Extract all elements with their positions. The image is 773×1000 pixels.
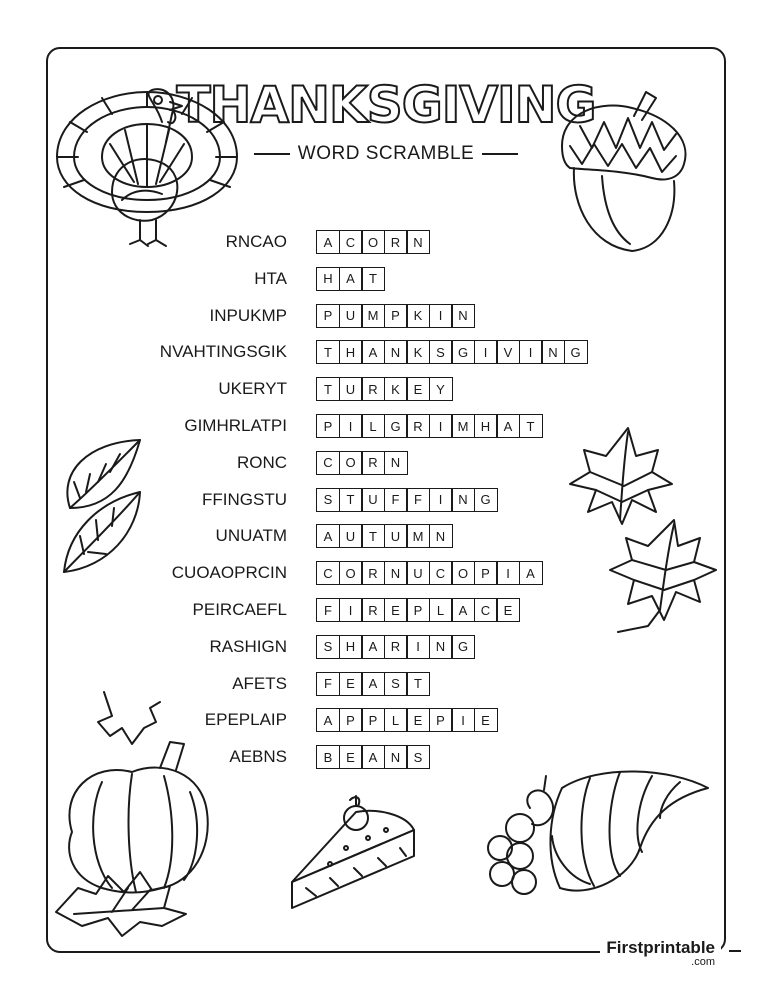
letter-box[interactable]: C — [429, 561, 453, 585]
letter-box[interactable]: I — [339, 598, 363, 622]
letter-box[interactable]: H — [339, 340, 363, 364]
footer-divider — [729, 950, 741, 952]
puzzle-row — [0, 449, 773, 477]
letter-box[interactable]: G — [384, 414, 408, 438]
letter-box[interactable]: F — [316, 672, 340, 696]
letter-box[interactable]: N — [384, 340, 408, 364]
letter-box[interactable]: O — [339, 561, 363, 585]
page-subtitle: WORD SCRAMBLE — [297, 143, 475, 164]
letter-box[interactable]: N — [429, 635, 453, 659]
letter-box[interactable]: N — [451, 488, 475, 512]
letter-box[interactable]: C — [339, 230, 363, 254]
brand-domain: .com — [691, 956, 715, 968]
letter-box[interactable]: I — [474, 340, 498, 364]
letter-box[interactable]: E — [496, 598, 520, 622]
answer-boxes[interactable] — [316, 598, 520, 622]
letter-box[interactable]: M — [451, 414, 475, 438]
letter-box[interactable]: O — [451, 561, 475, 585]
answer-boxes[interactable] — [316, 561, 543, 585]
brand-name: Firstprintable — [606, 938, 715, 957]
scrambled-word: CUOAOPRCIN — [171, 563, 287, 583]
scrambled-word: INPUKMP — [209, 305, 287, 325]
answer-boxes[interactable] — [316, 524, 453, 548]
answer-boxes[interactable] — [316, 267, 385, 291]
letter-box[interactable]: E — [406, 377, 430, 401]
letter-box[interactable]: I — [451, 708, 475, 732]
letter-box[interactable]: S — [429, 340, 453, 364]
scrambled-word: AFETS — [232, 673, 287, 693]
letter-box[interactable]: O — [361, 230, 385, 254]
letter-box[interactable]: A — [361, 672, 385, 696]
letter-box[interactable]: T — [316, 377, 340, 401]
puzzle-row — [0, 743, 773, 771]
letter-box[interactable]: F — [384, 488, 408, 512]
puzzle-row — [0, 228, 773, 256]
puzzle-row — [0, 486, 773, 514]
letter-box[interactable]: P — [361, 708, 385, 732]
answer-boxes[interactable] — [316, 745, 430, 769]
cornucopia-icon — [470, 758, 715, 918]
letter-box[interactable]: T — [339, 488, 363, 512]
letter-box[interactable]: H — [339, 635, 363, 659]
letter-box[interactable]: E — [384, 598, 408, 622]
letter-box[interactable]: E — [406, 708, 430, 732]
letter-box[interactable]: A — [316, 230, 340, 254]
scrambled-word: UKERYT — [218, 379, 287, 399]
letter-box[interactable]: A — [496, 414, 520, 438]
letter-box[interactable]: N — [429, 524, 453, 548]
letter-box[interactable]: G — [451, 635, 475, 659]
letter-box[interactable]: G — [451, 340, 475, 364]
letter-box[interactable]: S — [384, 672, 408, 696]
letter-box[interactable]: L — [429, 598, 453, 622]
letter-box[interactable]: R — [361, 377, 385, 401]
answer-boxes[interactable] — [316, 340, 588, 364]
letter-box[interactable]: C — [316, 451, 340, 475]
letter-box[interactable]: S — [316, 635, 340, 659]
letter-box[interactable]: P — [474, 561, 498, 585]
scrambled-word: UNUATM — [215, 526, 287, 546]
letter-box[interactable]: F — [316, 598, 340, 622]
letter-box[interactable]: N — [451, 304, 475, 328]
letter-box[interactable]: E — [474, 708, 498, 732]
answer-boxes[interactable] — [316, 414, 543, 438]
puzzle-row — [0, 302, 773, 330]
letter-box[interactable]: I — [429, 414, 453, 438]
letter-box[interactable]: M — [361, 304, 385, 328]
letter-box[interactable]: E — [339, 672, 363, 696]
letter-box[interactable]: U — [339, 377, 363, 401]
scrambled-word: PEIRCAEFL — [192, 600, 287, 619]
letter-box[interactable]: U — [339, 304, 363, 328]
letter-box[interactable]: L — [361, 414, 385, 438]
letter-box[interactable]: N — [406, 230, 430, 254]
answer-boxes[interactable] — [316, 488, 498, 512]
letter-box[interactable]: I — [339, 414, 363, 438]
subtitle-divider-right — [482, 153, 518, 155]
answer-boxes[interactable] — [316, 230, 430, 254]
letter-box[interactable]: R — [384, 230, 408, 254]
letter-box[interactable]: G — [564, 340, 588, 364]
letter-box[interactable]: U — [361, 488, 385, 512]
letter-box[interactable]: U — [406, 561, 430, 585]
puzzle-row — [0, 412, 773, 440]
letter-box[interactable]: Y — [429, 377, 453, 401]
letter-box[interactable]: P — [316, 414, 340, 438]
puzzle-row — [0, 706, 773, 734]
letter-box[interactable]: K — [406, 340, 430, 364]
letter-box[interactable]: I — [429, 488, 453, 512]
letter-box[interactable]: S — [316, 488, 340, 512]
letter-box[interactable]: I — [406, 635, 430, 659]
footer-brand — [600, 938, 721, 968]
letter-box[interactable]: R — [384, 635, 408, 659]
scrambled-word: EPEPLAIP — [204, 710, 287, 730]
letter-box[interactable]: L — [384, 708, 408, 732]
answer-boxes[interactable] — [316, 708, 498, 732]
letter-box[interactable]: F — [406, 488, 430, 512]
letter-box[interactable]: T — [361, 524, 385, 548]
letter-box[interactable]: R — [406, 414, 430, 438]
scrambled-word: GIMHRLATPI — [184, 416, 287, 435]
letter-box[interactable]: A — [339, 267, 363, 291]
answer-boxes[interactable] — [316, 304, 475, 328]
scrambled-word: FFINGSTU — [202, 489, 287, 509]
letter-box[interactable]: A — [519, 561, 543, 585]
subtitle-divider-left — [254, 153, 290, 155]
letter-box[interactable]: K — [384, 377, 408, 401]
letter-box[interactable]: A — [361, 635, 385, 659]
letter-box[interactable]: P — [316, 304, 340, 328]
letter-box[interactable]: T — [406, 672, 430, 696]
letter-box[interactable]: H — [316, 267, 340, 291]
letter-box[interactable]: P — [429, 708, 453, 732]
letter-box[interactable]: B — [316, 745, 340, 769]
letter-box[interactable]: N — [384, 561, 408, 585]
scrambled-word: RASHIGN — [209, 636, 287, 656]
puzzle-row — [0, 375, 773, 403]
letter-box[interactable]: P — [339, 708, 363, 732]
subtitle-row — [244, 140, 528, 168]
letter-box[interactable]: R — [361, 598, 385, 622]
scrambled-word: HTA — [254, 268, 287, 288]
page-title — [176, 74, 596, 134]
letter-box[interactable]: N — [384, 451, 408, 475]
letter-box[interactable]: V — [496, 340, 520, 364]
answer-boxes[interactable] — [316, 377, 453, 401]
letter-box[interactable]: I — [519, 340, 543, 364]
letter-box[interactable]: M — [406, 524, 430, 548]
letter-box[interactable]: U — [339, 524, 363, 548]
letter-box[interactable]: P — [384, 304, 408, 328]
letter-box[interactable]: C — [474, 598, 498, 622]
letter-box[interactable]: S — [406, 745, 430, 769]
answer-boxes[interactable] — [316, 451, 408, 475]
letter-box[interactable]: P — [406, 598, 430, 622]
letter-box[interactable]: G — [474, 488, 498, 512]
letter-box[interactable]: C — [316, 561, 340, 585]
letter-box[interactable]: I — [429, 304, 453, 328]
scrambled-word: RONC — [236, 452, 287, 472]
scrambled-word: AEBNS — [229, 747, 287, 767]
letter-box[interactable]: I — [496, 561, 520, 585]
letter-box[interactable]: R — [361, 561, 385, 585]
letter-box[interactable]: K — [406, 304, 430, 328]
letter-box[interactable]: A — [361, 340, 385, 364]
letter-box[interactable]: A — [316, 524, 340, 548]
letter-box[interactable]: H — [474, 414, 498, 438]
puzzle-row — [0, 522, 773, 550]
letter-box[interactable]: E — [339, 745, 363, 769]
letter-box[interactable]: N — [384, 745, 408, 769]
pie-icon — [286, 786, 421, 921]
letter-box[interactable]: N — [541, 340, 565, 364]
puzzle-row — [0, 633, 773, 661]
letter-box[interactable]: U — [384, 524, 408, 548]
title-text: THANKSGIVING — [176, 76, 596, 134]
letter-box[interactable]: A — [316, 708, 340, 732]
answer-boxes[interactable] — [316, 672, 430, 696]
letter-box[interactable]: O — [339, 451, 363, 475]
letter-box[interactable]: A — [361, 745, 385, 769]
letter-box[interactable]: A — [451, 598, 475, 622]
letter-box[interactable]: T — [519, 414, 543, 438]
puzzle-row — [0, 265, 773, 293]
puzzle-row — [0, 596, 773, 624]
puzzle-row — [0, 559, 773, 587]
letter-box[interactable]: T — [361, 267, 385, 291]
letter-box[interactable]: T — [316, 340, 340, 364]
scrambled-word: RNCAO — [225, 232, 287, 251]
puzzle-row — [0, 670, 773, 698]
scrambled-word: NVAHTINGSGIK — [159, 342, 287, 362]
puzzle-row — [0, 338, 773, 366]
answer-boxes[interactable] — [316, 635, 475, 659]
letter-box[interactable]: R — [361, 451, 385, 475]
